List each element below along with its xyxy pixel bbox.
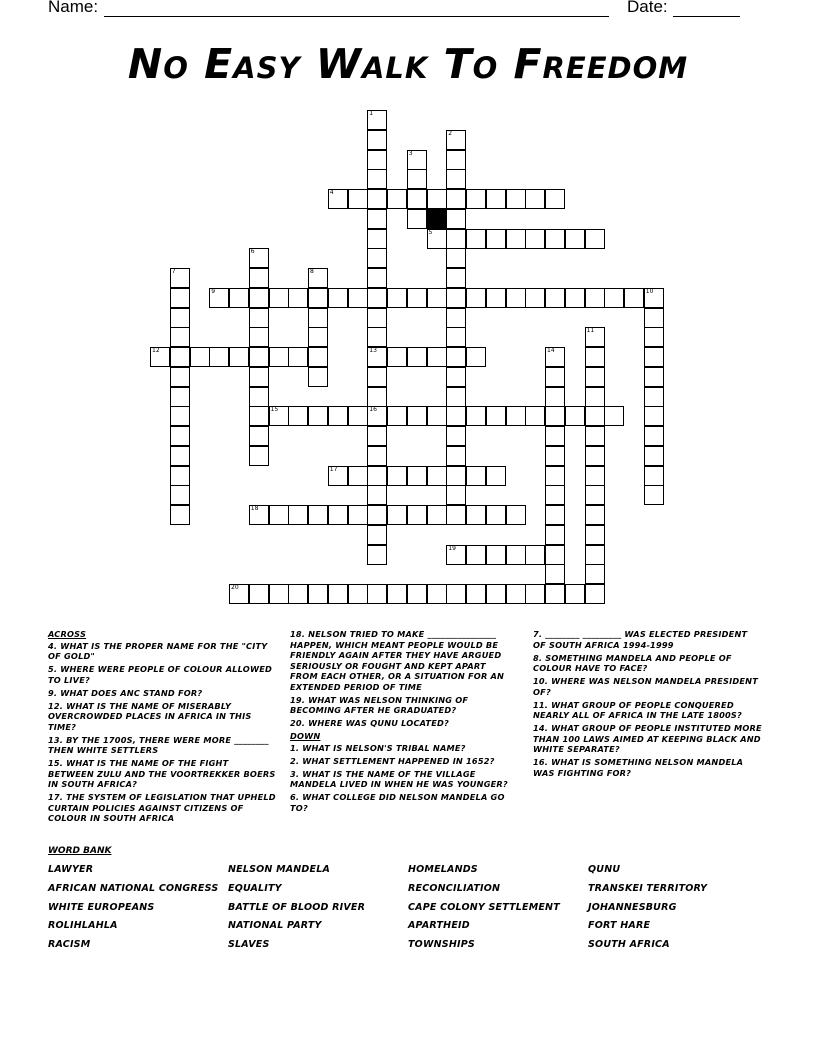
clue-number: 6 <box>250 248 255 256</box>
word-bank-item: BATTLE OF BLOOD RIVER <box>228 901 366 913</box>
word-bank-item: RECONCILIATION <box>408 882 501 894</box>
grid-cell[interactable] <box>545 367 565 387</box>
grid-cell[interactable] <box>170 268 190 288</box>
grid-cell[interactable] <box>585 564 605 584</box>
grid-cell[interactable] <box>585 406 605 426</box>
grid-cell[interactable] <box>269 288 289 308</box>
down-clues-list-continued <box>533 629 763 778</box>
grid-cell[interactable] <box>545 446 565 466</box>
grid-cell[interactable] <box>585 584 605 604</box>
grid-cell[interactable] <box>585 545 605 565</box>
grid-cell[interactable] <box>545 466 565 486</box>
grid-cell[interactable] <box>249 446 269 466</box>
grid-cell[interactable] <box>644 446 664 466</box>
grid-cell[interactable] <box>407 169 427 189</box>
across-heading: ACROSS <box>48 629 87 639</box>
grid-cell[interactable] <box>446 505 466 525</box>
grid-cell[interactable] <box>446 387 466 407</box>
grid-cell[interactable] <box>446 584 466 604</box>
grid-cell[interactable] <box>506 584 526 604</box>
clue-item: 7. ________ _________ WAS ELECTED PRESIDENT OF SOUTH AFRICA 1994-1999 <box>533 629 748 650</box>
clue-item: 4. WHAT IS THE PROPER NAME FOR THE "CITY OF GOLD" <box>48 640 268 661</box>
clue-item: 13. BY THE 1700S, THERE WERE MORE ________ THEN WHITE SETTLERS <box>48 734 269 755</box>
grid-cell[interactable] <box>407 288 427 308</box>
grid-cell[interactable] <box>427 229 447 249</box>
grid-cell[interactable] <box>585 288 605 308</box>
grid-cell[interactable] <box>209 347 229 367</box>
grid-cell[interactable] <box>486 288 506 308</box>
grid-cell[interactable] <box>288 347 308 367</box>
grid-cell[interactable] <box>545 189 565 209</box>
grid-cell[interactable] <box>446 288 466 308</box>
grid-cell[interactable] <box>565 406 585 426</box>
grid-cell[interactable] <box>644 485 664 505</box>
grid-cell[interactable] <box>545 387 565 407</box>
grid-cell[interactable] <box>367 268 387 288</box>
clue-item: 9. WHAT DOES ANC STAND FOR? <box>48 687 203 698</box>
word-bank-heading: WORD BANK <box>48 846 112 856</box>
word-bank-item: HOMELANDS <box>408 864 478 875</box>
grid-cell[interactable] <box>446 545 466 565</box>
clue-item: 8. SOMETHING MANDELA AND PEOPLE OF COLOUR HAVE TO FACE? <box>533 652 732 673</box>
grid-cell[interactable] <box>387 505 407 525</box>
grid-block <box>427 209 447 229</box>
grid-cell[interactable] <box>486 505 506 525</box>
grid-cell[interactable] <box>170 446 190 466</box>
grid-cell[interactable] <box>367 466 387 486</box>
grid-cell[interactable] <box>150 347 170 367</box>
grid-cell[interactable] <box>446 347 466 367</box>
clue-item: 20. WHERE WAS QUNU LOCATED? <box>290 718 449 728</box>
grid-cell[interactable] <box>545 564 565 584</box>
grid-cell[interactable] <box>644 288 664 308</box>
grid-cell[interactable] <box>328 505 348 525</box>
grid-cell[interactable] <box>288 505 308 525</box>
grid-cell[interactable] <box>506 229 526 249</box>
grid-cell[interactable] <box>466 505 486 525</box>
name-label: Name: <box>48 0 99 16</box>
grid-cell[interactable] <box>585 525 605 545</box>
grid-cell[interactable] <box>466 466 486 486</box>
grid-cell[interactable] <box>387 466 407 486</box>
grid-cell[interactable] <box>525 229 545 249</box>
grid-cell[interactable] <box>288 288 308 308</box>
grid-cell[interactable] <box>427 466 447 486</box>
grid-cell[interactable] <box>367 209 387 229</box>
grid-cell[interactable] <box>387 347 407 367</box>
grid-cell[interactable] <box>308 406 328 426</box>
grid-cell[interactable] <box>407 150 427 170</box>
down-heading: DOWN <box>290 731 321 741</box>
clue-item: 6. WHAT COLLEGE DID NELSON MANDELA GO TO? <box>290 792 505 813</box>
grid-cell[interactable] <box>170 485 190 505</box>
word-bank-item: LAWYER <box>48 864 94 875</box>
grid-cell[interactable] <box>644 327 664 347</box>
grid-cell[interactable] <box>367 584 387 604</box>
grid-cell[interactable] <box>545 347 565 367</box>
grid-cell[interactable] <box>387 406 407 426</box>
grid-cell[interactable] <box>367 130 387 150</box>
clue-item: 19. WHAT WAS NELSON THINKING OF BECOMING AFTER HE GRADUATED? <box>290 694 469 715</box>
word-bank-item: NELSON MANDELA <box>228 864 331 875</box>
grid-cell[interactable] <box>446 367 466 387</box>
grid-cell[interactable] <box>170 308 190 328</box>
grid-cell[interactable] <box>288 406 308 426</box>
grid-cell[interactable] <box>506 189 526 209</box>
grid-cell[interactable] <box>545 584 565 604</box>
grid-cell[interactable] <box>269 347 289 367</box>
grid-cell[interactable] <box>446 169 466 189</box>
grid-cell[interactable] <box>387 189 407 209</box>
word-bank-item: SOUTH AFRICA <box>588 939 670 951</box>
grid-cell[interactable] <box>269 584 289 604</box>
grid-cell[interactable] <box>486 584 506 604</box>
clues-column-2 <box>290 629 516 816</box>
clue-number: 10 <box>645 287 654 295</box>
clue-number: 4 <box>329 189 334 196</box>
grid-cell[interactable] <box>446 229 466 249</box>
grid-cell[interactable] <box>545 288 565 308</box>
grid-cell[interactable] <box>328 584 348 604</box>
grid-cell[interactable] <box>170 347 190 367</box>
clue-number: 17 <box>329 465 338 473</box>
grid-cell[interactable] <box>328 406 348 426</box>
grid-cell[interactable] <box>486 189 506 209</box>
grid-cell[interactable] <box>209 288 229 308</box>
grid-cell[interactable] <box>367 150 387 170</box>
grid-cell[interactable] <box>604 288 624 308</box>
clue-item: 12. WHAT IS THE NAME OF MISERABLY OVERCROWDED PLACES IN AFRICA IN THIS TIME? <box>48 700 252 732</box>
grid-cell[interactable] <box>644 426 664 446</box>
grid-cell[interactable] <box>249 347 269 367</box>
grid-cell[interactable] <box>308 308 328 328</box>
grid-cell[interactable] <box>585 347 605 367</box>
grid-cell[interactable] <box>269 406 289 426</box>
grid-cell[interactable] <box>506 406 526 426</box>
grid-cell[interactable] <box>367 327 387 347</box>
word-bank-item: AFRICAN NATIONAL CONGRESS <box>48 882 219 894</box>
word-bank-item: NATIONAL PARTY <box>228 920 322 932</box>
clue-number: 1 <box>369 110 374 117</box>
grid-cell[interactable] <box>644 466 664 486</box>
grid-cell[interactable] <box>466 406 486 426</box>
clue-item: 17. THE SYSTEM OF LEGISLATION THAT UPHELD CURTAIN POLICIES AGAINST CITIZENS OF COLOUR IN SOUTH AFRICA <box>48 792 276 823</box>
clue-number: 12 <box>152 347 160 354</box>
grid-cell[interactable] <box>525 288 545 308</box>
grid-cell[interactable] <box>525 545 545 565</box>
grid-cell[interactable] <box>170 426 190 446</box>
grid-cell[interactable] <box>308 268 328 288</box>
down-clues-list <box>290 743 516 814</box>
clue-number: 9 <box>211 287 216 295</box>
grid-cell[interactable] <box>585 229 605 249</box>
grid-cell[interactable] <box>545 406 565 426</box>
grid-cell[interactable] <box>427 406 447 426</box>
grid-cell[interactable] <box>446 308 466 328</box>
grid-cell[interactable] <box>229 347 249 367</box>
grid-cell[interactable] <box>466 189 486 209</box>
clue-number: 11 <box>586 327 595 335</box>
grid-cell[interactable] <box>367 485 387 505</box>
grid-cell[interactable] <box>407 189 427 209</box>
grid-cell[interactable] <box>506 288 526 308</box>
grid-cell[interactable] <box>624 288 644 308</box>
grid-cell[interactable] <box>407 505 427 525</box>
grid-cell[interactable] <box>545 485 565 505</box>
grid-cell[interactable] <box>348 406 368 426</box>
grid-cell[interactable] <box>644 367 664 387</box>
grid-cell[interactable] <box>585 485 605 505</box>
word-bank-item: TRANSKEI TERRITORY <box>588 882 708 894</box>
grid-cell[interactable] <box>328 466 348 486</box>
grid-cell[interactable] <box>644 308 664 328</box>
grid-cell[interactable] <box>249 327 269 347</box>
grid-cell[interactable] <box>367 505 387 525</box>
grid-cell[interactable] <box>585 387 605 407</box>
grid-cell[interactable] <box>585 446 605 466</box>
word-bank-item: ROLIHLAHLA <box>48 920 118 932</box>
grid-cell[interactable] <box>249 288 269 308</box>
word-bank-item: RACISM <box>48 939 91 951</box>
grid-cell[interactable] <box>407 406 427 426</box>
clue-item: 15. WHAT IS THE NAME OF THE FIGHT BETWEEN ZULU AND THE VOORTREKKER BOERS IN SOUTH AFRICA? <box>48 758 276 789</box>
grid-cell[interactable] <box>466 229 486 249</box>
grid-cell[interactable] <box>446 130 466 150</box>
grid-cell[interactable] <box>367 288 387 308</box>
grid-cell[interactable] <box>644 406 664 426</box>
clue-number: 2 <box>448 129 453 137</box>
grid-cell[interactable] <box>585 466 605 486</box>
grid-cell[interactable] <box>387 288 407 308</box>
grid-cell[interactable] <box>249 308 269 328</box>
grid-cell[interactable] <box>446 406 466 426</box>
grid-cell[interactable] <box>644 387 664 407</box>
grid-cell[interactable] <box>367 525 387 545</box>
grid-cell[interactable] <box>565 584 585 604</box>
grid-cell[interactable] <box>446 209 466 229</box>
grid-cell[interactable] <box>446 150 466 170</box>
grid-cell[interactable] <box>446 466 466 486</box>
grid-cell[interactable] <box>525 189 545 209</box>
clue-number: 18 <box>250 505 259 512</box>
grid-cell[interactable] <box>427 288 447 308</box>
grid-cell[interactable] <box>407 466 427 486</box>
grid-cell[interactable] <box>585 327 605 347</box>
clue-number: 16 <box>369 406 377 414</box>
clue-item: 11. WHAT GROUP OF PEOPLE CONQUERED NEARLY ALL OF AFRICA IN THE LATE 1800S? <box>533 699 742 720</box>
clue-number: 3 <box>408 149 413 157</box>
clue-item: 18. NELSON TRIED TO MAKE ________________ HAPPEN, WHICH MEANT PEOPLE WOULD BE FRIENDLY AGAIN AFTER THEY HAVE ARGUED SERIOUSLY OR FOUGHT AND KEPT APART FROM EACH OTHER, OR A SITUATION FOR AN EXTENDED PERIOD OF TIME <box>290 629 505 692</box>
clues-column-3 <box>533 629 763 781</box>
grid-cell[interactable] <box>170 505 190 525</box>
word-bank-item: JOHANNESBURG <box>588 901 677 913</box>
grid-cell[interactable] <box>367 347 387 367</box>
grid-cell[interactable] <box>466 347 486 367</box>
grid-cell[interactable] <box>565 288 585 308</box>
grid-cell[interactable] <box>506 505 526 525</box>
grid-cell[interactable] <box>328 189 348 209</box>
clue-item: 3. WHAT IS THE NAME OF THE VILLAGE MANDELA LIVED IN WHEN HE WAS YOUNGER? <box>290 768 508 789</box>
grid-cell[interactable] <box>170 387 190 407</box>
grid-cell[interactable] <box>308 288 328 308</box>
grid-cell[interactable] <box>466 584 486 604</box>
word-bank-item: QUNU <box>588 864 621 875</box>
clue-number: 14 <box>547 347 555 354</box>
grid-cell[interactable] <box>328 288 348 308</box>
word-bank-item: FORT HARE <box>588 920 651 932</box>
grid-cell[interactable] <box>170 367 190 387</box>
grid-cell[interactable] <box>545 505 565 525</box>
grid-cell[interactable] <box>486 466 506 486</box>
grid-cell[interactable] <box>585 426 605 446</box>
grid-cell[interactable] <box>486 545 506 565</box>
grid-cell[interactable] <box>604 406 624 426</box>
grid-cell[interactable] <box>308 505 328 525</box>
grid-cell[interactable] <box>446 485 466 505</box>
grid-cell[interactable] <box>288 584 308 604</box>
grid-cell[interactable] <box>466 545 486 565</box>
clues-column-1 <box>48 629 276 826</box>
clue-number: 7 <box>171 268 176 275</box>
grid-cell[interactable] <box>367 229 387 249</box>
word-bank-item: APARTHEID <box>408 920 470 932</box>
clue-number: 5 <box>428 228 433 236</box>
grid-cell[interactable] <box>367 308 387 328</box>
grid-cell[interactable] <box>170 288 190 308</box>
across-clues-list-continued <box>290 629 516 729</box>
date-label: Date: <box>627 0 668 16</box>
grid-cell[interactable] <box>545 525 565 545</box>
grid-cell[interactable] <box>249 268 269 288</box>
grid-cell[interactable] <box>367 367 387 387</box>
clue-item: 16. WHAT IS SOMETHING NELSON MANDELA WAS FIGHTING FOR? <box>533 757 744 778</box>
grid-cell[interactable] <box>367 110 387 130</box>
word-bank-item: CAPE COLONY SETTLEMENT <box>408 901 560 913</box>
grid-cell[interactable] <box>249 406 269 426</box>
grid-cell[interactable] <box>525 584 545 604</box>
grid-cell[interactable] <box>427 584 447 604</box>
grid-cell[interactable] <box>506 545 526 565</box>
grid-cell[interactable] <box>367 406 387 426</box>
clue-item: 10. WHERE WAS NELSON MANDELA PRESIDENT OF? <box>533 676 759 697</box>
grid-cell[interactable] <box>446 248 466 268</box>
grid-cell[interactable] <box>545 545 565 565</box>
grid-cell[interactable] <box>367 169 387 189</box>
grid-cell[interactable] <box>446 327 466 347</box>
clue-item: 14. WHAT GROUP OF PEOPLE INSTITUTED MORE THAN 100 LAWS AIMED AT KEEPING BLACK AND WHITE SEPARATE? <box>533 723 762 754</box>
clue-item: 5. WHERE WERE PEOPLE OF COLOUR ALLOWED TO LIVE? <box>48 664 272 685</box>
grid-cell[interactable] <box>427 347 447 367</box>
grid-cell[interactable] <box>427 189 447 209</box>
grid-cell[interactable] <box>644 347 664 367</box>
grid-cell[interactable] <box>367 446 387 466</box>
grid-cell[interactable] <box>387 584 407 604</box>
page-title: No Easy Walk To Freedom <box>127 40 689 88</box>
across-clues-list <box>48 641 276 824</box>
grid-cell[interactable] <box>229 288 249 308</box>
clue-number: 13 <box>369 347 377 354</box>
grid-cell[interactable] <box>565 229 585 249</box>
grid-cell[interactable] <box>170 327 190 347</box>
grid-cell[interactable] <box>486 229 506 249</box>
grid-cell[interactable] <box>249 248 269 268</box>
grid-cell[interactable] <box>545 229 565 249</box>
clue-number: 15 <box>270 406 279 414</box>
grid-cell[interactable] <box>229 584 249 604</box>
grid-cell[interactable] <box>348 466 368 486</box>
word-bank-item: TOWNSHIPS <box>408 939 475 951</box>
clue-number: 20 <box>231 584 239 591</box>
grid-cell[interactable] <box>367 387 387 407</box>
grid-cell[interactable] <box>249 367 269 387</box>
grid-cell[interactable] <box>466 288 486 308</box>
grid-cell[interactable] <box>446 268 466 288</box>
grid-cell[interactable] <box>427 505 447 525</box>
grid-cell[interactable] <box>367 545 387 565</box>
grid-cell[interactable] <box>348 189 368 209</box>
grid-cell[interactable] <box>407 347 427 367</box>
clue-item: 1. WHAT IS NELSON'S TRIBAL NAME? <box>290 742 466 753</box>
grid-cell[interactable] <box>170 466 190 486</box>
grid-cell[interactable] <box>249 584 269 604</box>
grid-cell[interactable] <box>407 209 427 229</box>
grid-cell[interactable] <box>249 387 269 407</box>
grid-cell[interactable] <box>407 584 427 604</box>
grid-cell[interactable] <box>170 406 190 426</box>
word-bank-item: WHITE EUROPEANS <box>48 901 155 913</box>
grid-cell[interactable] <box>525 406 545 426</box>
clue-number: 19 <box>448 544 456 552</box>
grid-cell[interactable] <box>308 584 328 604</box>
grid-cell[interactable] <box>348 584 368 604</box>
grid-cell[interactable] <box>190 347 210 367</box>
clue-item: 2. WHAT SETTLEMENT HAPPENED IN 1652? <box>290 755 495 766</box>
grid-cell[interactable] <box>446 426 466 446</box>
grid-cell[interactable] <box>585 367 605 387</box>
grid-cell[interactable] <box>308 327 328 347</box>
word-bank-item: EQUALITY <box>228 882 282 894</box>
grid-cell[interactable] <box>446 446 466 466</box>
grid-cell[interactable] <box>367 189 387 209</box>
grid-cell[interactable] <box>545 426 565 446</box>
word-bank-item: SLAVES <box>228 939 270 951</box>
grid-cell[interactable] <box>585 505 605 525</box>
grid-cell[interactable] <box>249 426 269 446</box>
grid-cell[interactable] <box>308 367 328 387</box>
grid-cell[interactable] <box>308 347 328 367</box>
grid-cell[interactable] <box>367 426 387 446</box>
grid-cell[interactable] <box>486 406 506 426</box>
clue-number: 8 <box>310 268 314 275</box>
grid-cell[interactable] <box>249 505 269 525</box>
grid-cell[interactable] <box>348 288 368 308</box>
grid-cell[interactable] <box>367 248 387 268</box>
grid-cell[interactable] <box>269 505 289 525</box>
grid-cell[interactable] <box>446 189 466 209</box>
grid-cell[interactable] <box>348 505 368 525</box>
